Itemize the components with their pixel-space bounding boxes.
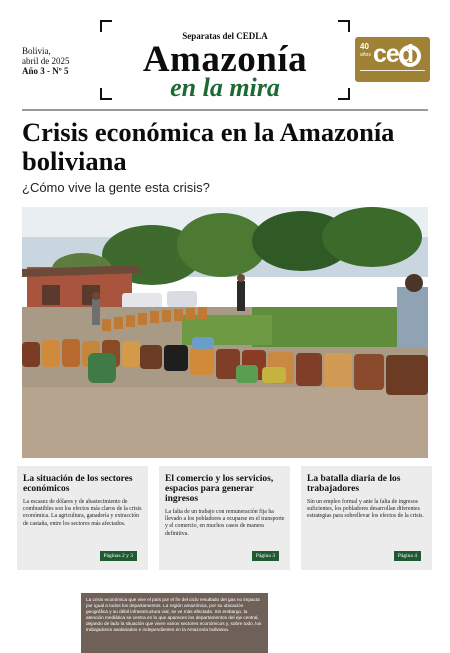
- summary-cards: [17, 466, 433, 570]
- edition-place: Bolivia,: [22, 46, 51, 56]
- edition-date: abril de 2025: [22, 56, 70, 66]
- masthead-title: Amazonía: [142, 39, 308, 80]
- edition-info: [22, 46, 70, 76]
- masthead-subtitle: en la mira: [170, 73, 280, 102]
- logo-wordmark: ced: [373, 40, 414, 68]
- summary-card: [159, 466, 290, 570]
- card-page-button[interactable]: Página 4: [394, 551, 421, 561]
- logo-anniversary: 40 años: [360, 42, 371, 58]
- logo-tagline: [360, 70, 425, 77]
- card-page-button[interactable]: Páginas 2 y 3: [100, 551, 138, 561]
- card-body: La falta de un trabajo con remuneración fija ha llevado a los pobladores a ocuparse en el transporte y el comercio, en muchos casos de manera definitiva.: [165, 509, 285, 537]
- photo-illustration: [22, 207, 428, 458]
- card-page-button[interactable]: Página 3: [252, 551, 279, 561]
- logo-ring: [399, 45, 421, 67]
- main-subheadline: ¿Cómo vive la gente esta crisis?: [22, 180, 210, 195]
- main-headline: Crisis económica en la Amazonía boliviana: [22, 117, 395, 176]
- summary-card: [17, 466, 148, 570]
- card-body: Sin un empleo formal y ante la falta de ingresos suficientes, los pobladores desarrollan diferentes estrategias para sobrellevar los efectos de la crisis.: [307, 499, 424, 520]
- summary-card: [301, 466, 432, 570]
- masthead: [100, 20, 350, 100]
- header-divider: [22, 109, 428, 111]
- card-body: La escasez de dólares y de abastecimiento de combustibles son los efectos más claros de la crisis económica. La agricultura, ganadería y extracción de castaña, entre los sectores más afectados.: [23, 499, 142, 527]
- card-title: La batalla diaria de los trabajadores: [307, 474, 401, 494]
- card-title: El comercio y los servicios, espacios para generar ingresos: [165, 474, 274, 504]
- cedla-logo: [355, 37, 430, 82]
- masthead-kicker: Separatas del CEDLA: [182, 31, 268, 41]
- photo-caption: La crisis económica que vive el país por el fin del ciclo resultado del gas no impacta por igual a todos los departamentos. La región amazónica, por su ubicación geográfica y su débil infraestructura vial, se ve más afectada. Sin embargo, la atención mediática se centra en lo que aparecen los departamentos del eje central, dejando de lado la situación que viven varios sectores económicos y, sobre todo, los trabajadores asalariados e independientes en la Amazonía boliviana.: [81, 593, 268, 653]
- card-title: La situación de los sectores económicos: [23, 474, 133, 494]
- edition-issue: Año 3 - Nº 5: [22, 66, 69, 76]
